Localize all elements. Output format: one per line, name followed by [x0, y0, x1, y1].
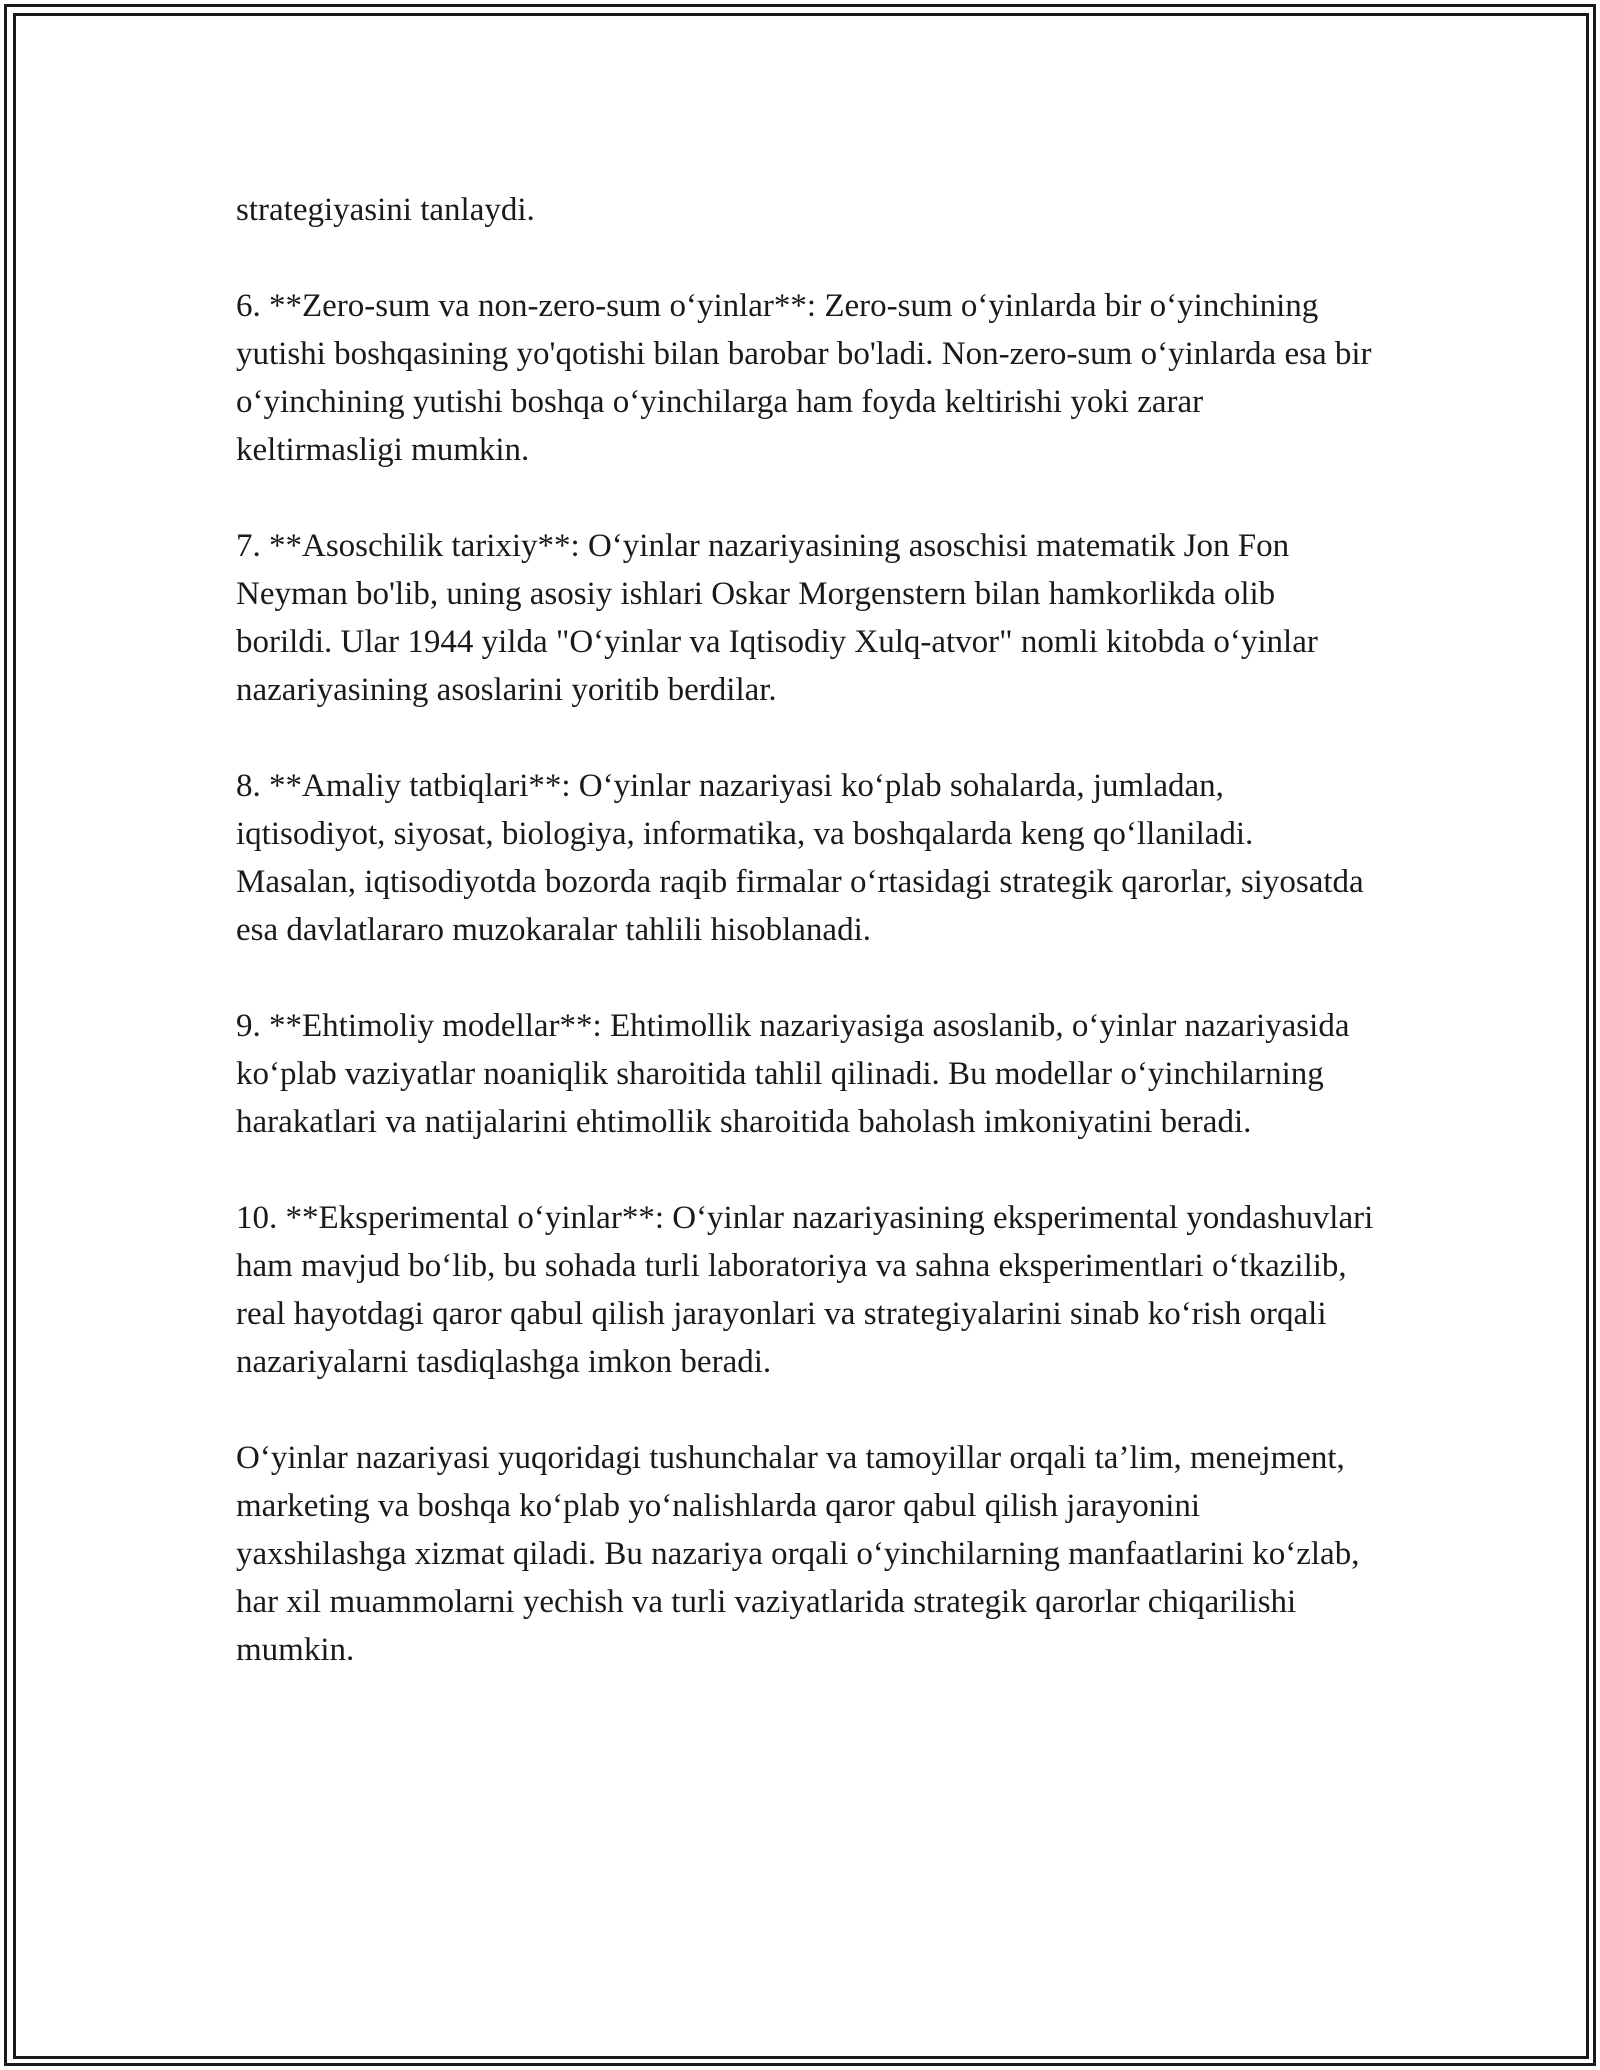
paragraph-conclusion: O‘yinlar nazariyasi yuqoridagi tushunchalar va tamoyillar orqali ta’lim, menejment, marketing va boshqa ko‘plab yo‘nalishlarda qaror qabul qilish jarayonini yaxshilashga xizmat qiladi. Bu nazariya orqali o‘yinchilarning manfaatlarini ko‘zlab, har xil muammolarni yechish va turli vaziyatlarida strategik qarorlar chiqarilishi mumkin.	[236, 1440, 1360, 1668]
paragraph-item-8: 8. **Amaliy tatbiqlari**: O‘yinlar nazariyasi ko‘plab sohalarda, jumladan, iqtisodiyot, siyosat, biologiya, informatika, va boshqalarda keng qo‘llaniladi. Masalan, iqtisodiyotda bozorda raqib firmalar o‘rtasidagi strategik qarorlar, siyosatda esa davlatlararo muzokaralar tahlili hisoblanadi.	[236, 768, 1364, 948]
document-body	[236, 186, 1378, 1722]
paragraph-item-6: 6. **Zero-sum va non-zero-sum o‘yinlar**: Zero-sum o‘yinlarda bir o‘yinchining yutishi boshqasining yo'qotishi bilan barobar bo'ladi. Non-zero-sum o‘yinlarda esa bir o‘yinchining yutishi boshqa o‘yinchilarga ham foyda keltirishi yoki zarar keltirmasligi mumkin.	[236, 288, 1372, 468]
paragraph-item-9: 9. **Ehtimoliy modellar**: Ehtimollik nazariyasiga asoslanib, o‘yinlar nazariyasida ko‘plab vaziyatlar noaniqlik sharoitida tahlil qilinadi. Bu modellar o‘yinchilarning harakatlari va natijalarini ehtimollik sharoitida baholash imkoniyatini beradi.	[236, 1008, 1350, 1140]
paragraph-continuation: strategiyasini tanlaydi.	[236, 192, 535, 228]
paragraph-item-7: 7. **Asoschilik tarixiy**: O‘yinlar nazariyasining asoschisi matematik Jon Fon Neyman bo'lib, uning asosiy ishlari Oskar Morgenstern bilan hamkorlikda olib borildi. Ular 1944 yilda "O‘yinlar va Iqtisodiy Xulq-atvor" nomli kitobda o‘yinlar nazariyasining asoslarini yoritib berdilar.	[236, 528, 1318, 708]
paragraph-item-10: 10. **Eksperimental o‘yinlar**: O‘yinlar nazariyasining eksperimental yondashuvlari ham mavjud bo‘lib, bu sohada turli laboratoriya va sahna eksperimentlari o‘tkazilib, real hayotdagi qaror qabul qilish jarayonlari va strategiyalarini sinab ko‘rish orqali nazariyalarni tasdiqlashga imkon beradi.	[236, 1200, 1374, 1380]
